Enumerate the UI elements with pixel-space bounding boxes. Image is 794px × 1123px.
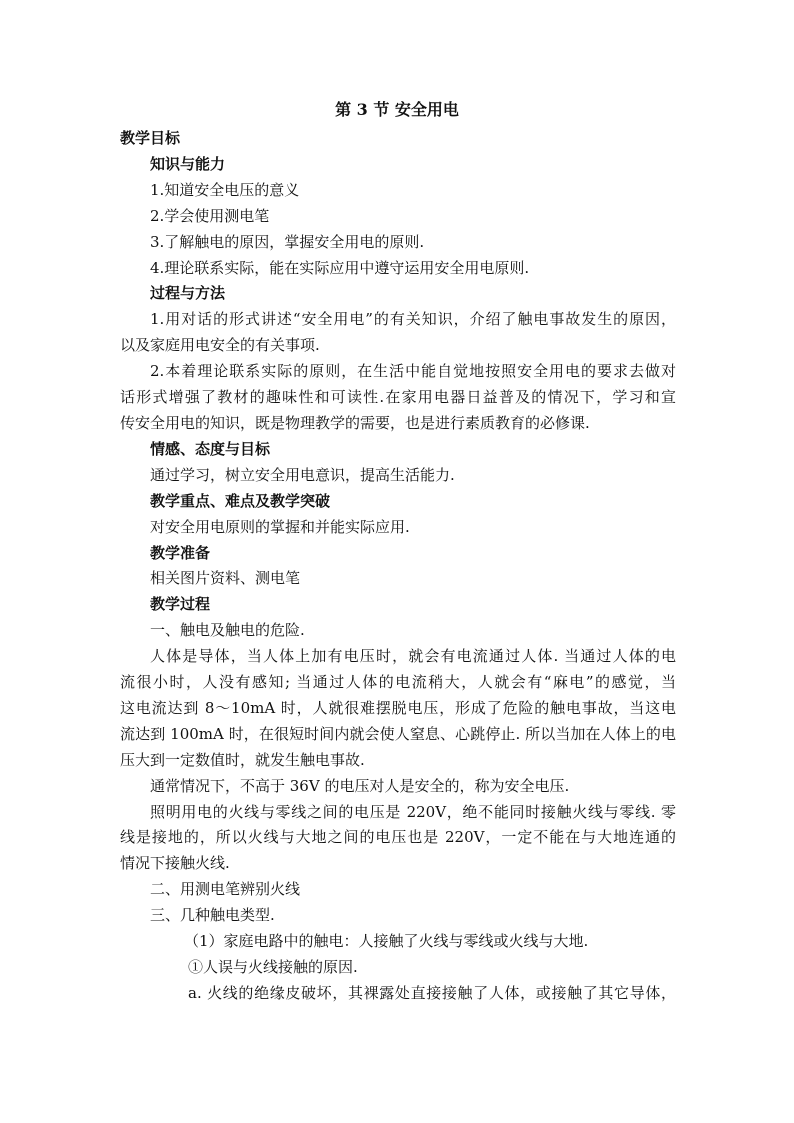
text-line: 人体是导体，当人体上加有电压时，就会有电流通过人体. 当通过人体的电 bbox=[150, 647, 676, 666]
text-line: 流达到 100mA 时，在很短时间内就会使人窒息、心跳停止. 所以当加在人体上的电 bbox=[120, 724, 676, 743]
text-line: 流很小时，人没有感知; 当通过人体的电流稍大，人就会有“麻电”的感觉，当 bbox=[120, 673, 676, 692]
subheading-emotion-attitude: 情感、态度与目标 bbox=[150, 439, 271, 458]
text-line: 照明用电的火线与零线之间的电压是 220V，绝不能同时接触火线与零线. 零 bbox=[150, 802, 676, 821]
text-line: 4.理论联系实际，能在实际应用中遵守运用安全用电原则. bbox=[150, 258, 530, 277]
text-line: 相关图片资料、测电笔 bbox=[150, 569, 301, 588]
text-line: 通常情况下，不高于 36V 的电压对人是安全的，称为安全电压. bbox=[150, 776, 570, 795]
subheading-process-method: 过程与方法 bbox=[150, 284, 226, 303]
text-line: 2.学会使用测电笔 bbox=[150, 206, 270, 225]
text-line: 传安全用电的知识，既是物理教学的需要，也是进行素质教育的必修课. bbox=[120, 413, 590, 432]
text-line: 3.了解触电的原因，掌握安全用电的原则. bbox=[150, 232, 425, 251]
text-line: 以及家庭用电安全的有关事项. bbox=[120, 336, 320, 355]
document-body bbox=[120, 126, 676, 1007]
text-line: a. 火线的绝缘皮破坏，其裸露处直接接触了人体，或接触了其它导体， bbox=[188, 983, 676, 1002]
page-title: 第 3 节 安全用电 bbox=[335, 100, 459, 119]
text-line: 1.用对话的形式讲述“安全用电”的有关知识，介绍了触电事故发生的原因， bbox=[150, 310, 676, 329]
text-line: 一、触电及触电的危险. bbox=[150, 621, 305, 640]
text-line: 情况下接触火线. bbox=[120, 854, 230, 873]
heading-teaching-objectives: 教学目标 bbox=[120, 129, 181, 147]
subheading-preparation: 教学准备 bbox=[150, 543, 211, 562]
text-line: 二、用测电笔辨别火线 bbox=[150, 880, 301, 899]
text-line: （1）家庭电路中的触电：人接触了火线与零线或火线与大地. bbox=[184, 932, 589, 951]
text-line: ①人误与火线接触的原因. bbox=[188, 958, 358, 976]
text-line: 这电流达到 8～10mA 时，人就很难摆脱电压，形成了危险的触电事故，当这电 bbox=[120, 698, 676, 717]
text-line: 对安全用电原则的掌握和并能实际应用. bbox=[150, 517, 410, 536]
text-line: 1.知道安全电压的意义 bbox=[150, 180, 300, 199]
text-line: 2.本着理论联系实际的原则，在生活中能自觉地按照安全用电的要求去做对 bbox=[150, 362, 676, 381]
text-line: 话形式增强了教材的趣味性和可读性.在家用电器日益普及的情况下，学习和宣 bbox=[120, 388, 676, 407]
text-line: 压大到一定数值时，就发生触电事故. bbox=[120, 750, 365, 769]
subheading-knowledge-ability: 知识与能力 bbox=[150, 154, 226, 173]
subheading-key-points: 教学重点、难点及教学突破 bbox=[150, 491, 331, 510]
text-line: 线是接地的，所以火线与大地之间的电压也是 220V，一定不能在与大地连通的 bbox=[120, 828, 676, 847]
text-line: 通过学习，树立安全用电意识，提高生活能力. bbox=[150, 465, 455, 484]
subheading-teaching-process: 教学过程 bbox=[150, 595, 211, 614]
text-line: 三、几种触电类型. bbox=[150, 906, 275, 925]
